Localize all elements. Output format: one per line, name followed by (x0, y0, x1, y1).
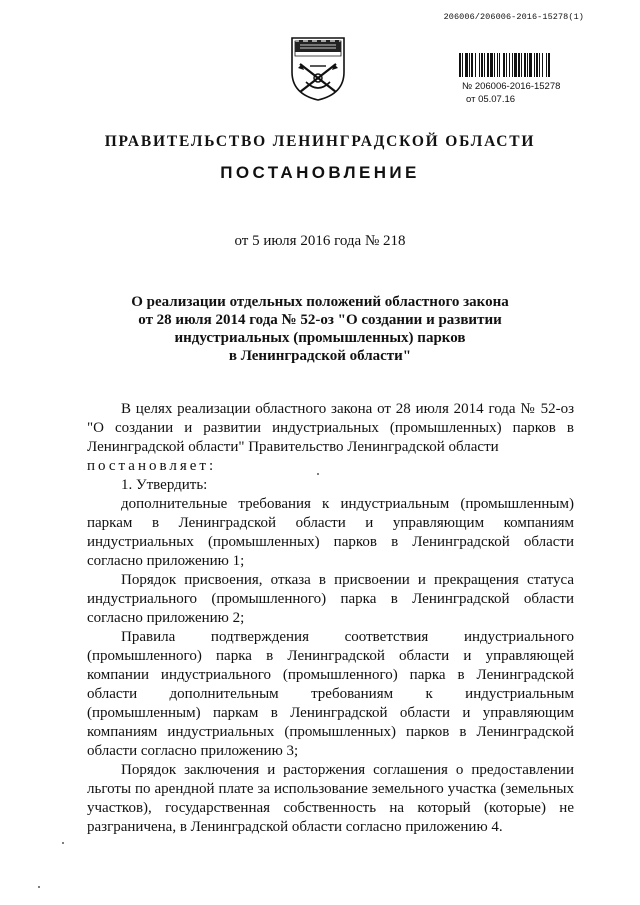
document-subject (80, 293, 560, 365)
decree-word: постановляет: (87, 458, 217, 474)
approval-paragraph-2: Порядок присвоения, отказа в присвоении и прекращения статуса индустриального (промышленного) парка в Ленинградской области согласно приложению 2; (87, 572, 574, 626)
scan-speck (38, 886, 40, 888)
subject-line: в Ленинградской области" (228, 348, 412, 364)
document-type-title: ПОСТАНОВЛЕНИЕ (220, 163, 420, 182)
item-1-heading: 1. Утвердить: (121, 477, 208, 493)
document-date-number: от 5 июля 2016 года № 218 (234, 233, 406, 249)
barcode (459, 53, 583, 77)
approval-paragraph-4: Порядок заключения и расторжения соглашения о предоставлении льготы по арендной плате за использование земельного участка (земельных участков), государственная собственность на который (которые) не разграничена, в Ленинградской области согласно приложению 4. (87, 762, 574, 835)
approval-paragraph-3: Правила подтверждения соответствия индустриального (промышленного) парка в Ленинградской области и управляющей компании индустриального (промышленного) парка в Ленинградской области дополнительным требованиям к индустриальным (промышленным) паркам в Ленинградской области и управляющим компаниям индустриальных (промышленных) парков в Ленинградской области согласно приложению 3; (87, 629, 574, 759)
subject-line: индустриальных (промышленных) парков (174, 330, 466, 346)
registration-number: № 206006-2016-15278 (462, 81, 561, 92)
preamble-paragraph: В целях реализации областного закона от 28 июля 2014 года № 52-оз "О создании и развитии индустриальных (промышленных) парков в Ленинградской области" Правительство Ленинградской области (87, 401, 574, 455)
subject-line: О реализации отдельных положений областного закона (131, 294, 509, 310)
coat-of-arms-icon (286, 32, 350, 102)
subject-line: от 28 июля 2014 года № 52-оз "О создании и развитии (138, 312, 502, 328)
registration-date: от 05.07.16 (466, 94, 516, 105)
approval-paragraph-1: дополнительные требования к индустриальным (промышленным) паркам в Ленинградской области и управляющим компаниям индустриальных (промышленных) парков в Ленинградской области согласно приложению 1; (87, 496, 574, 569)
scan-speck (317, 473, 319, 475)
document-id: 206006/206006-2016-15278(1) (443, 12, 584, 22)
government-title: ПРАВИТЕЛЬСТВО ЛЕНИНГРАДСКОЙ ОБЛАСТИ (104, 133, 536, 150)
scan-speck (62, 842, 64, 844)
document-body (87, 400, 574, 837)
